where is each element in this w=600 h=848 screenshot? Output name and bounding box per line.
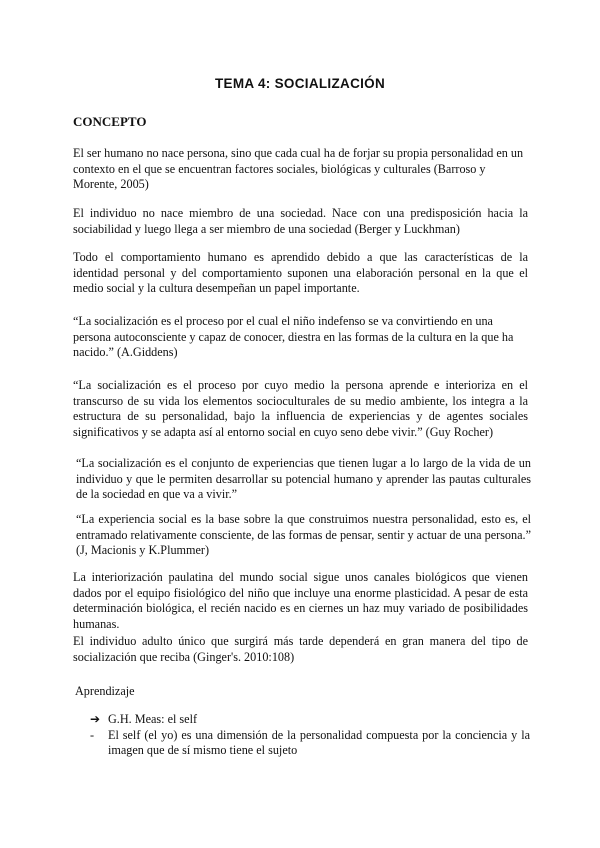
quote-rocher: “La socialización es el proceso por cuyo medio la persona aprende e interioriza en el transcurso de su vida los elementos socioculturales de su medio ambiente, los integra a la estructura de su personalidad, bajo la influencia de experiencias y de agentes sociales significativos y se adapta así al entorno social en cuyo seno debe vivir.” (Guy Rocher) bbox=[73, 378, 528, 439]
subheading-aprendizaje: Aprendizaje bbox=[75, 684, 135, 698]
paragraph-1: El ser humano no nace persona, sino que cada cual ha de forjar su propia personalidad en un contexto en el que se encuentran factores sociales, biológicas y culturales (Barroso y Morente, 2005) bbox=[73, 146, 524, 191]
dash-bullet-icon: - bbox=[90, 727, 95, 742]
list-item-text: El self (el yo) es una dimensión de la personalidad compuesta por la conciencia y la imagen que de sí mismo tiene el sujeto bbox=[108, 727, 530, 757]
list-item bbox=[90, 712, 530, 728]
paragraph-2: El individuo no nace miembro de una sociedad. Nace con una predisposición hacia la sociabilidad y luego llega a ser miembro de una sociedad (Berger y Luckhman) bbox=[73, 206, 528, 236]
arrow-bullet-icon: ➔ bbox=[90, 712, 101, 726]
quote-giddens: “La socialización es el proceso por el cual el niño indefenso se va convirtiendo en una persona autoconsciente y capaz de conocer, diestra en las formas de la cultura en la que ha nacido.” (A.Giddens) bbox=[73, 314, 514, 359]
quote-socialization-experiences: “La socialización es el conjunto de experiencias que tienen lugar a lo largo de la vida de un individuo y que le permiten desarrollar su potencial humano y aprender las pautas culturales de la sociedad en que va a vivir.” bbox=[76, 456, 531, 501]
section-heading: CONCEPTO bbox=[73, 114, 147, 129]
concept-list bbox=[90, 712, 530, 759]
paragraph-biological: La interiorización paulatina del mundo social sigue unos canales biológicos que vienen dados por el equipo fisiológico del niño que incluye una enorme plasticidad. A pesar de esta determinación biológica, el recién nacido es en ciernes un haz muy variado de posibilidades humanas. bbox=[73, 570, 528, 631]
quote-macionis: “La experiencia social es la base sobre la que construimos nuestra personalidad, esto es, el entramado relativamente consciente, de las formas de pensar, sentir y actuar de una persona.” (J, Macionis y K.Plummer) bbox=[76, 512, 531, 557]
list-item-text: G.H. Meas: el self bbox=[108, 712, 198, 726]
page-title: TEMA 4: SOCIALIZACIÓN bbox=[214, 76, 386, 91]
paragraph-3: Todo el comportamiento humano es aprendido debido a que las características de la identidad personal y del comportamiento suponen una elaboración personal en la que el medio social y la cultura desempeñan un papel importante. bbox=[73, 250, 528, 295]
paragraph-adult: El individuo adulto único que surgirá más tarde dependerá en gran manera del tipo de socialización que reciba (Ginger's. 2010:108) bbox=[73, 634, 528, 664]
list-item bbox=[90, 728, 530, 759]
